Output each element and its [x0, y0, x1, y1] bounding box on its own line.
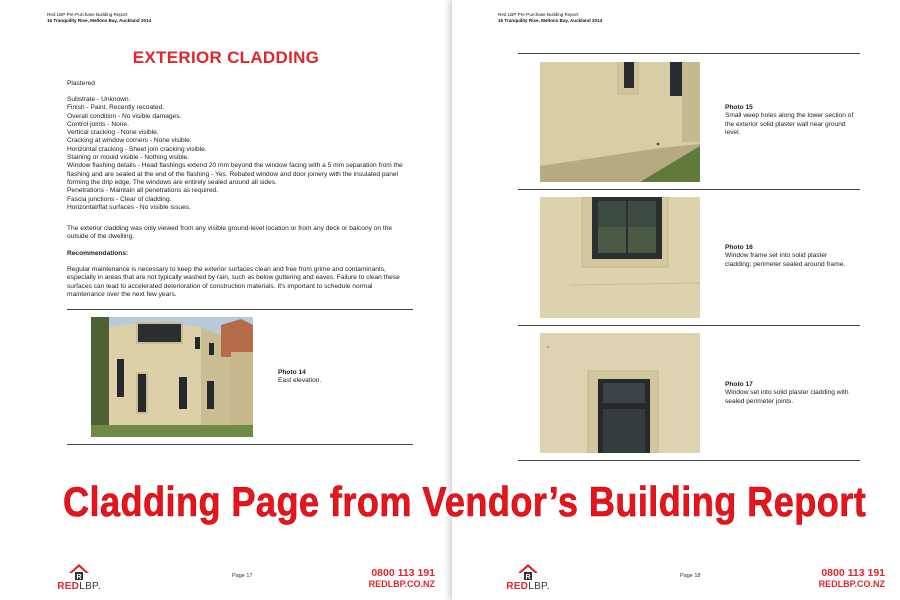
- logo-red-text: RED: [57, 581, 80, 592]
- page-number: Page 18: [680, 573, 701, 579]
- overlay-title: Cladding Page from Vendor’s Building Report: [63, 478, 867, 525]
- detail-line: Finish - Paint. Recently recoated.: [67, 104, 165, 112]
- house-icon: [68, 563, 90, 581]
- detail-line: Fascia junctions - Clear of cladding.: [67, 195, 172, 203]
- page-number: Page 17: [232, 573, 253, 579]
- recommendations-text: Regular maintenance is necessary to keep the exterior surfaces clean and free from grime and contaminants, especially in areas that are not typically washed by rain, such as below guttering and eaves. Failure to clean these surfaces can lead to accelerated deterioration of construction materials. It's important to schedule normal maintenance over the next few years.: [67, 266, 400, 298]
- photo-description: Window set into solid plaster cladding with sealed perimeter joints.: [725, 389, 849, 405]
- website: REDLBP.CO.NZ: [368, 579, 435, 589]
- phone-number: 0800 113 191: [821, 567, 885, 579]
- photo-description: Window frame set into solid plaster cladding; perimeter sealed around frame.: [725, 252, 846, 268]
- logo-dark-text: LBP.: [528, 581, 550, 592]
- section-title: EXTERIOR CLADDING: [132, 48, 320, 67]
- cladding-details: [67, 96, 412, 212]
- divider: [518, 189, 860, 190]
- house-icon: [517, 563, 539, 581]
- cladding-type: Plastered: [67, 80, 95, 87]
- website: REDLBP.CO.NZ: [818, 579, 885, 589]
- photo-description: East elevation.: [278, 377, 322, 385]
- svg-text:R: R: [76, 574, 82, 581]
- detail-line: Vertical cracking - None visible.: [67, 129, 159, 137]
- photo-14-caption: [278, 369, 321, 386]
- header-address: 16 Tranquility Rise, Mellons Bay, Auckland 2014: [47, 18, 152, 23]
- contact-block: [810, 567, 885, 590]
- detail-line: Penetrations - Maintain all penetrations as required.: [67, 187, 219, 195]
- photo-16-image: [540, 197, 700, 318]
- detail-line: Control joints - None.: [67, 120, 129, 128]
- detail-line: Staining or mould visible - Nothing visible.: [67, 154, 190, 162]
- photo-number: Photo 14: [278, 369, 306, 376]
- header-report-name: Red LBP Pre-Purchase Building Report: [47, 12, 128, 17]
- detail-line: Substrate - Unknown.: [67, 96, 131, 103]
- photo-number: Photo 17: [725, 381, 753, 388]
- divider: [67, 309, 413, 310]
- redlbp-logo: [499, 563, 557, 593]
- phone-number: 0800 113 191: [371, 567, 435, 579]
- photo-17-caption: [725, 381, 855, 406]
- photo-number: Photo 16: [725, 244, 753, 251]
- header-address: 16 Tranquility Rise, Mellons Bay, Auckland 2014: [498, 18, 603, 23]
- svg-text:R: R: [525, 574, 531, 581]
- recommendations-heading: Recommendations:: [67, 250, 129, 257]
- contact-block: [360, 567, 435, 590]
- divider: [518, 325, 860, 326]
- divider: [518, 460, 860, 461]
- detail-line: Horizontal/flat surfaces - No visible issues.: [67, 203, 191, 211]
- header-report-name: Red LBP Pre-Purchase Building Report: [498, 12, 579, 17]
- divider: [67, 444, 413, 445]
- detail-line: Horizontal cracking - Sheet join cracking visible.: [67, 145, 207, 153]
- photo-15-caption: [725, 104, 855, 137]
- photo-number: Photo 15: [725, 104, 753, 111]
- photo-14-image: [91, 317, 253, 437]
- detail-line: Window flashing details - Head flashings extend 20 mm beyond the window facing with a 5 mm separation from the flashing and are sealed at the end of the flashing - Yes. Rebated window and door joinery with the insulated panel forming the drip edge. The windows are entirely sealed around all sides.: [67, 162, 403, 186]
- logo-red-text: RED: [506, 581, 529, 592]
- divider: [518, 53, 860, 54]
- inspection-note: The exterior cladding was only viewed from any visible ground-level location or from any deck or balcony on the outside of the dwelling.: [67, 225, 393, 241]
- page-header: [498, 12, 602, 24]
- detail-line: Overall condition - No visible damages.: [67, 112, 182, 120]
- logo-dark-text: LBP.: [79, 581, 101, 592]
- page-header: [47, 12, 151, 24]
- detail-line: Cracking at window corners - None visible.: [67, 137, 192, 145]
- photo-description: Small weep holes along the lower section of the exterior solid plaster wall near ground level.: [725, 112, 854, 136]
- photo-16-caption: [725, 244, 855, 269]
- photo-17-image: [540, 333, 700, 453]
- redlbp-logo: [50, 563, 108, 593]
- photo-15-image: [540, 62, 700, 182]
